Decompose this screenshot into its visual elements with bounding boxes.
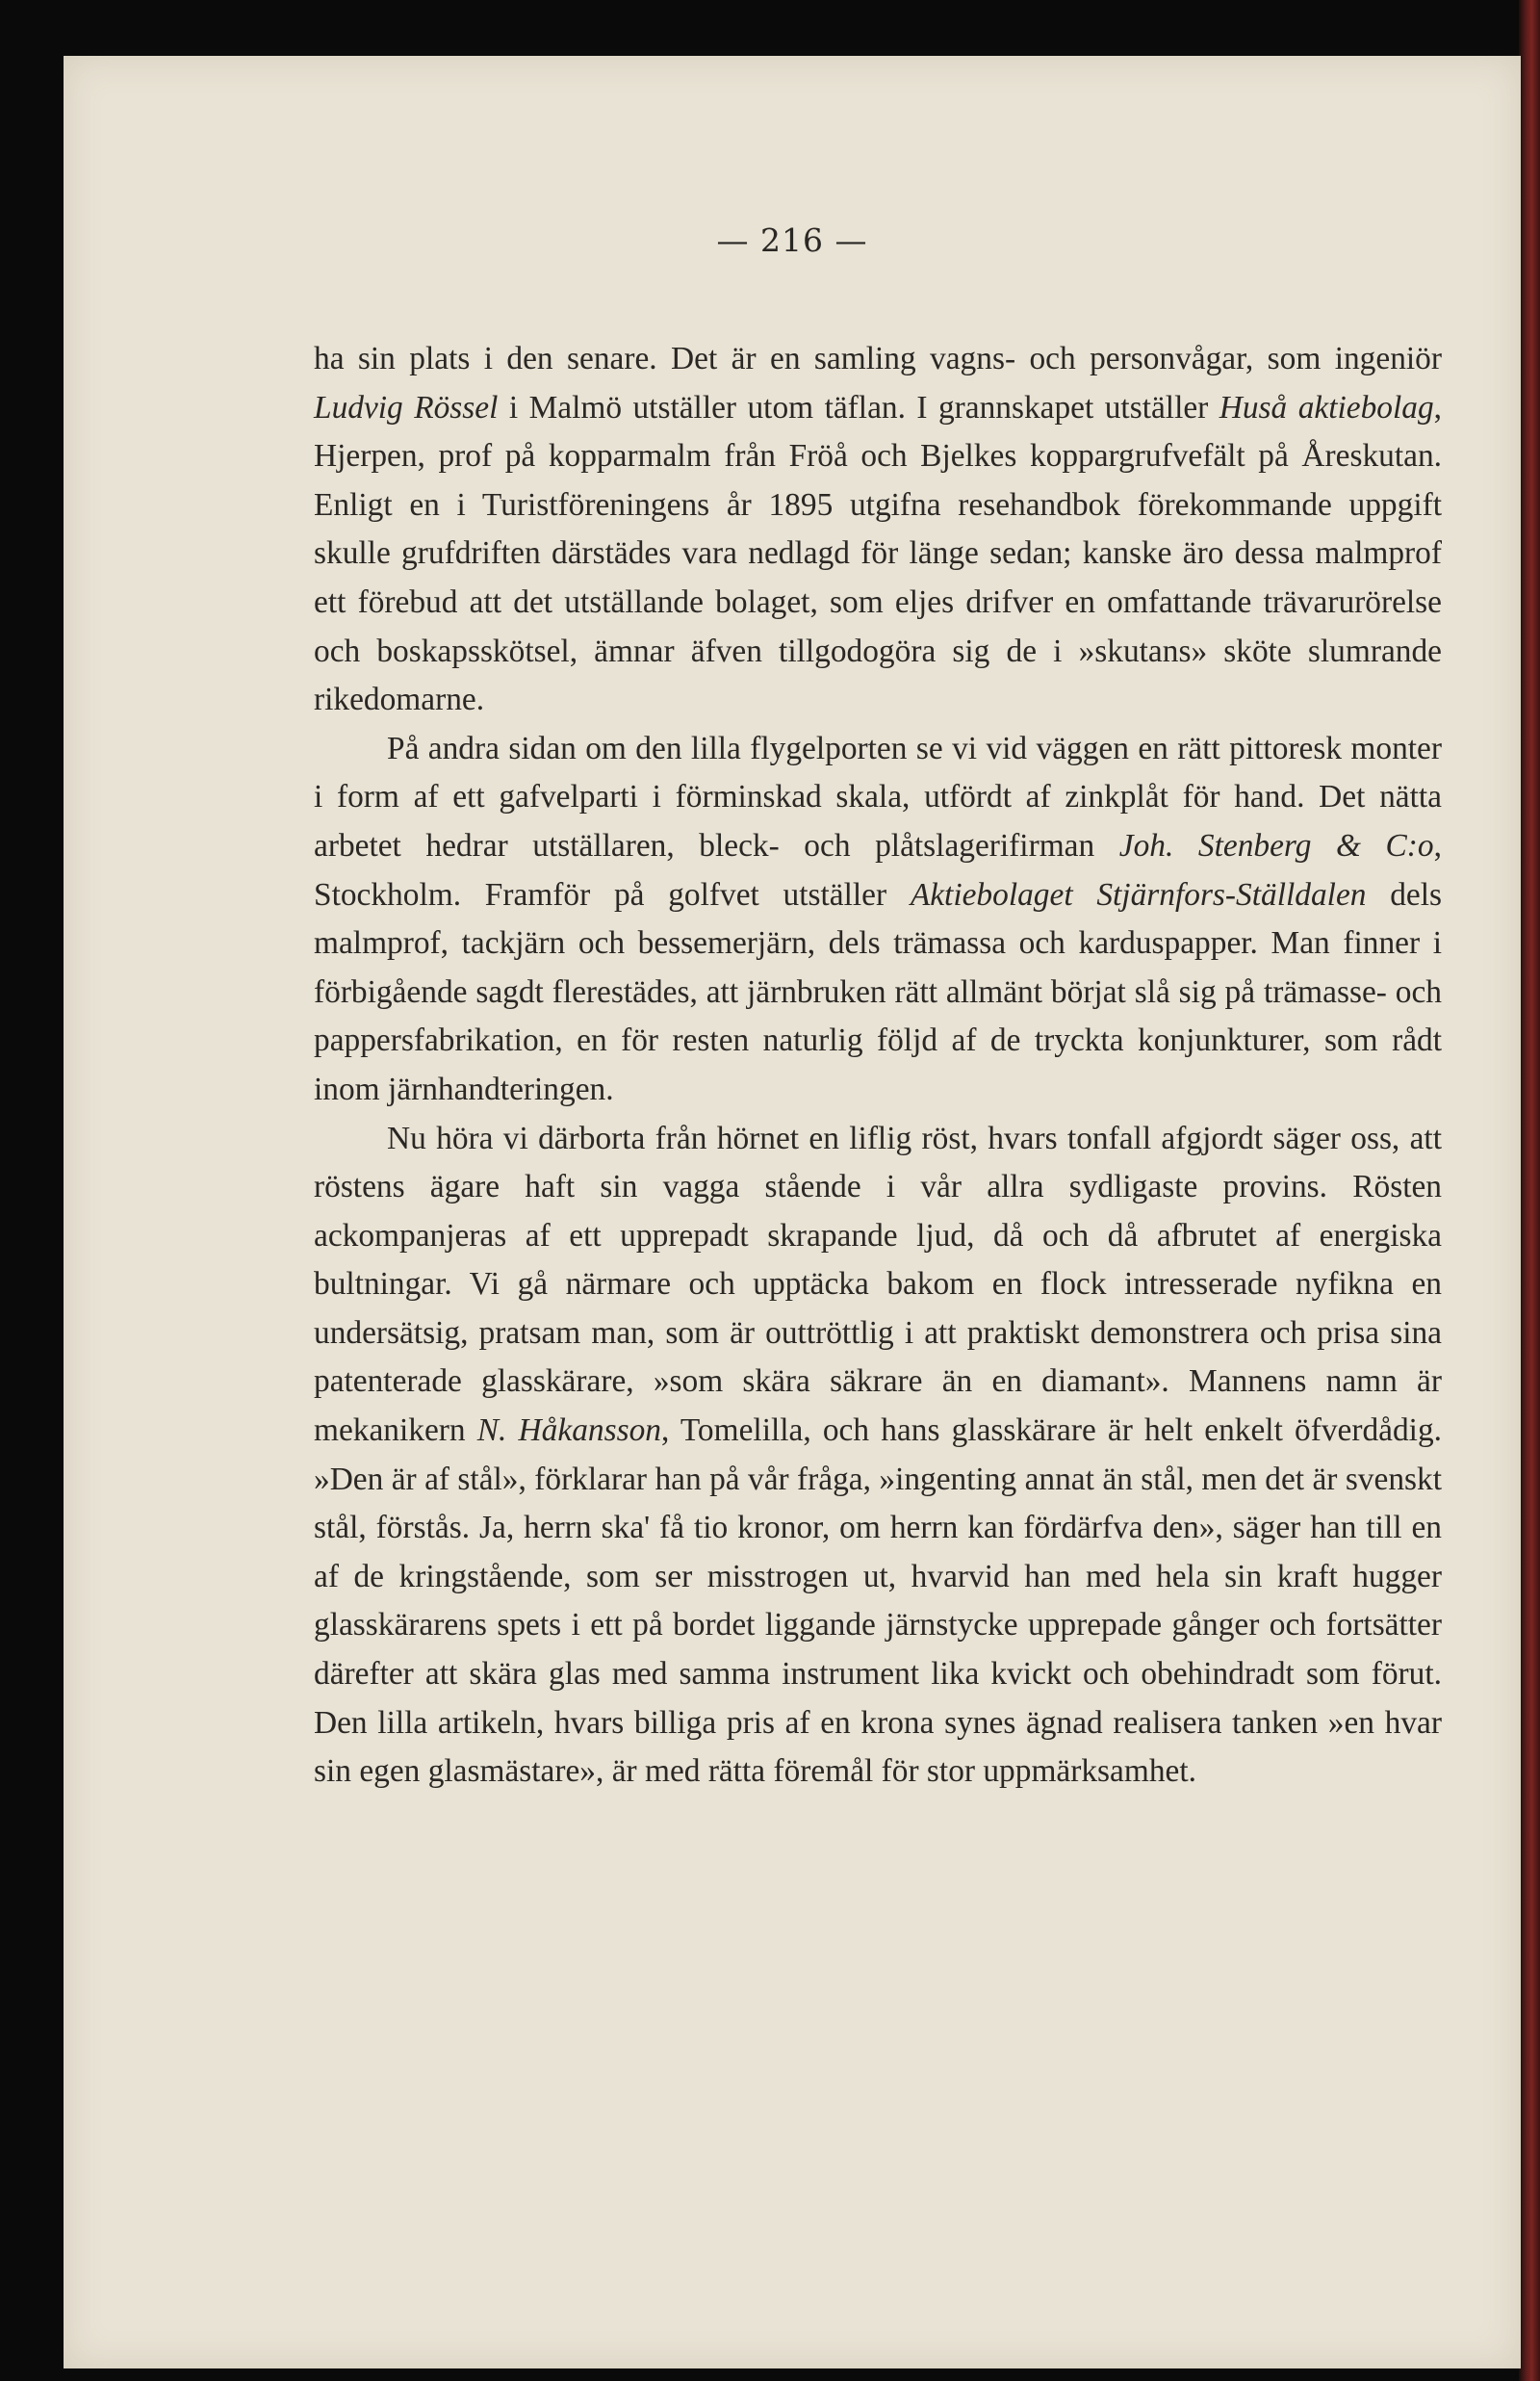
text-span: ha sin plats i den senare. Det är en samling vagns- och personvågar, som ingeniör [314,341,1442,376]
text-span: Nu höra vi därborta från hörnet en liflig röst, hvars tonfall afgjordt säger oss, att röstens ägare haft sin vagga stående i vår allra sydligaste provins. Rösten ackompanjeras af ett upprepadt skrapande ljud, då och då afbrutet af energiska bultningar. Vi gå närmare och upptäcka bakom en flock intresserade nyfikna en undersätsig, pratsam man, som är outtröttlig i att praktiskt demonstrera och prisa sina patenterade glasskärare, »som skära säkrare än en diamant». Mannens namn är mekanikern [314,1120,1442,1449]
book-cover-edge [1519,0,1540,2381]
text-span: , Hjerpen, prof på kopparmalm från Fröå och Bjelkes koppargrufvefält på Åreskutan. Enligt en i Turistföreningens år 1895 utgifna resehandbok förekommande uppgift skulle grufdriften därstädes vara nedlagd för länge sedan; kanske äro dessa malmprof ett förebud att det utställande bolaget, som eljes drifver en omfattande trävarurörelse och boskapsskötsel, ämnar äfven tillgodogöra sig de i »skutans» sköte slumrande rikedomarne. [314,389,1443,718]
italic-name: Joh. Stenberg & C:o [1118,827,1434,864]
text-span: På andra sidan om den lilla flygelporten se vi vid väggen en rätt pittoresk monter i form af ett gafvelparti i förminskad skala, utfördt af zinkplåt för hand. Det nätta arbetet hedrar utställaren, bleck- och plåtslagerifirman [314,730,1442,864]
italic-name: Aktiebolaget Stjärnfors-Ställdalen [910,876,1367,913]
text-span: , Stockholm. Framför på golfvet utställer [314,827,1442,913]
paper-sheet [64,56,1521,2368]
text-span: dels malmprof, tackjärn och bessemerjärn, dels trämassa och karduspapper. Man finner i förbigående sagdt flerestädes, att järnbruken rätt allmänt börjat slå sig på trämasse- och pappersfabrikation, en för resten naturlig följd af de tryckta konjunkturer, som rådt inom järnhandteringen. [314,876,1443,1107]
italic-name: Huså aktiebolag [1219,389,1434,426]
text-span: i Malmö utställer utom täflan. I grannskapet utställer [498,389,1219,426]
page-number: — 216 — [716,221,868,259]
italic-name: N. Håkansson [476,1412,661,1449]
text-span: , Tomelilla, och hans glasskärare är helt enkelt öfverdådig. »Den är af stål», förklarar han på vår fråga, »ingenting annat än stål, men det är svenskt stål, förstås. Ja, herrn ska' få tio kronor, om herrn kan fördärfva den», säger han till en af de kringstående, som ser misstrogen ut, hvarvid han med hela sin kraft hugger glasskärarens spets i ett på bordet liggande järnstycke upprepade gånger och fortsätter därefter att skära glas med samma instrument lika kvickt och obehindradt som förut. Den lilla artikeln, hvars billiga pris af en krona synes ägnad realisera tanken »en hvar sin egen glasmästare», är med rätta föremål för stor uppmärksamhet. [314,1412,1442,1790]
paragraph-1 [314,335,1442,725]
italic-name: Ludvig Rössel [314,389,499,426]
body-text [314,335,1442,1797]
paragraph-2 [314,725,1442,1115]
paragraph-3 [314,1115,1442,1797]
